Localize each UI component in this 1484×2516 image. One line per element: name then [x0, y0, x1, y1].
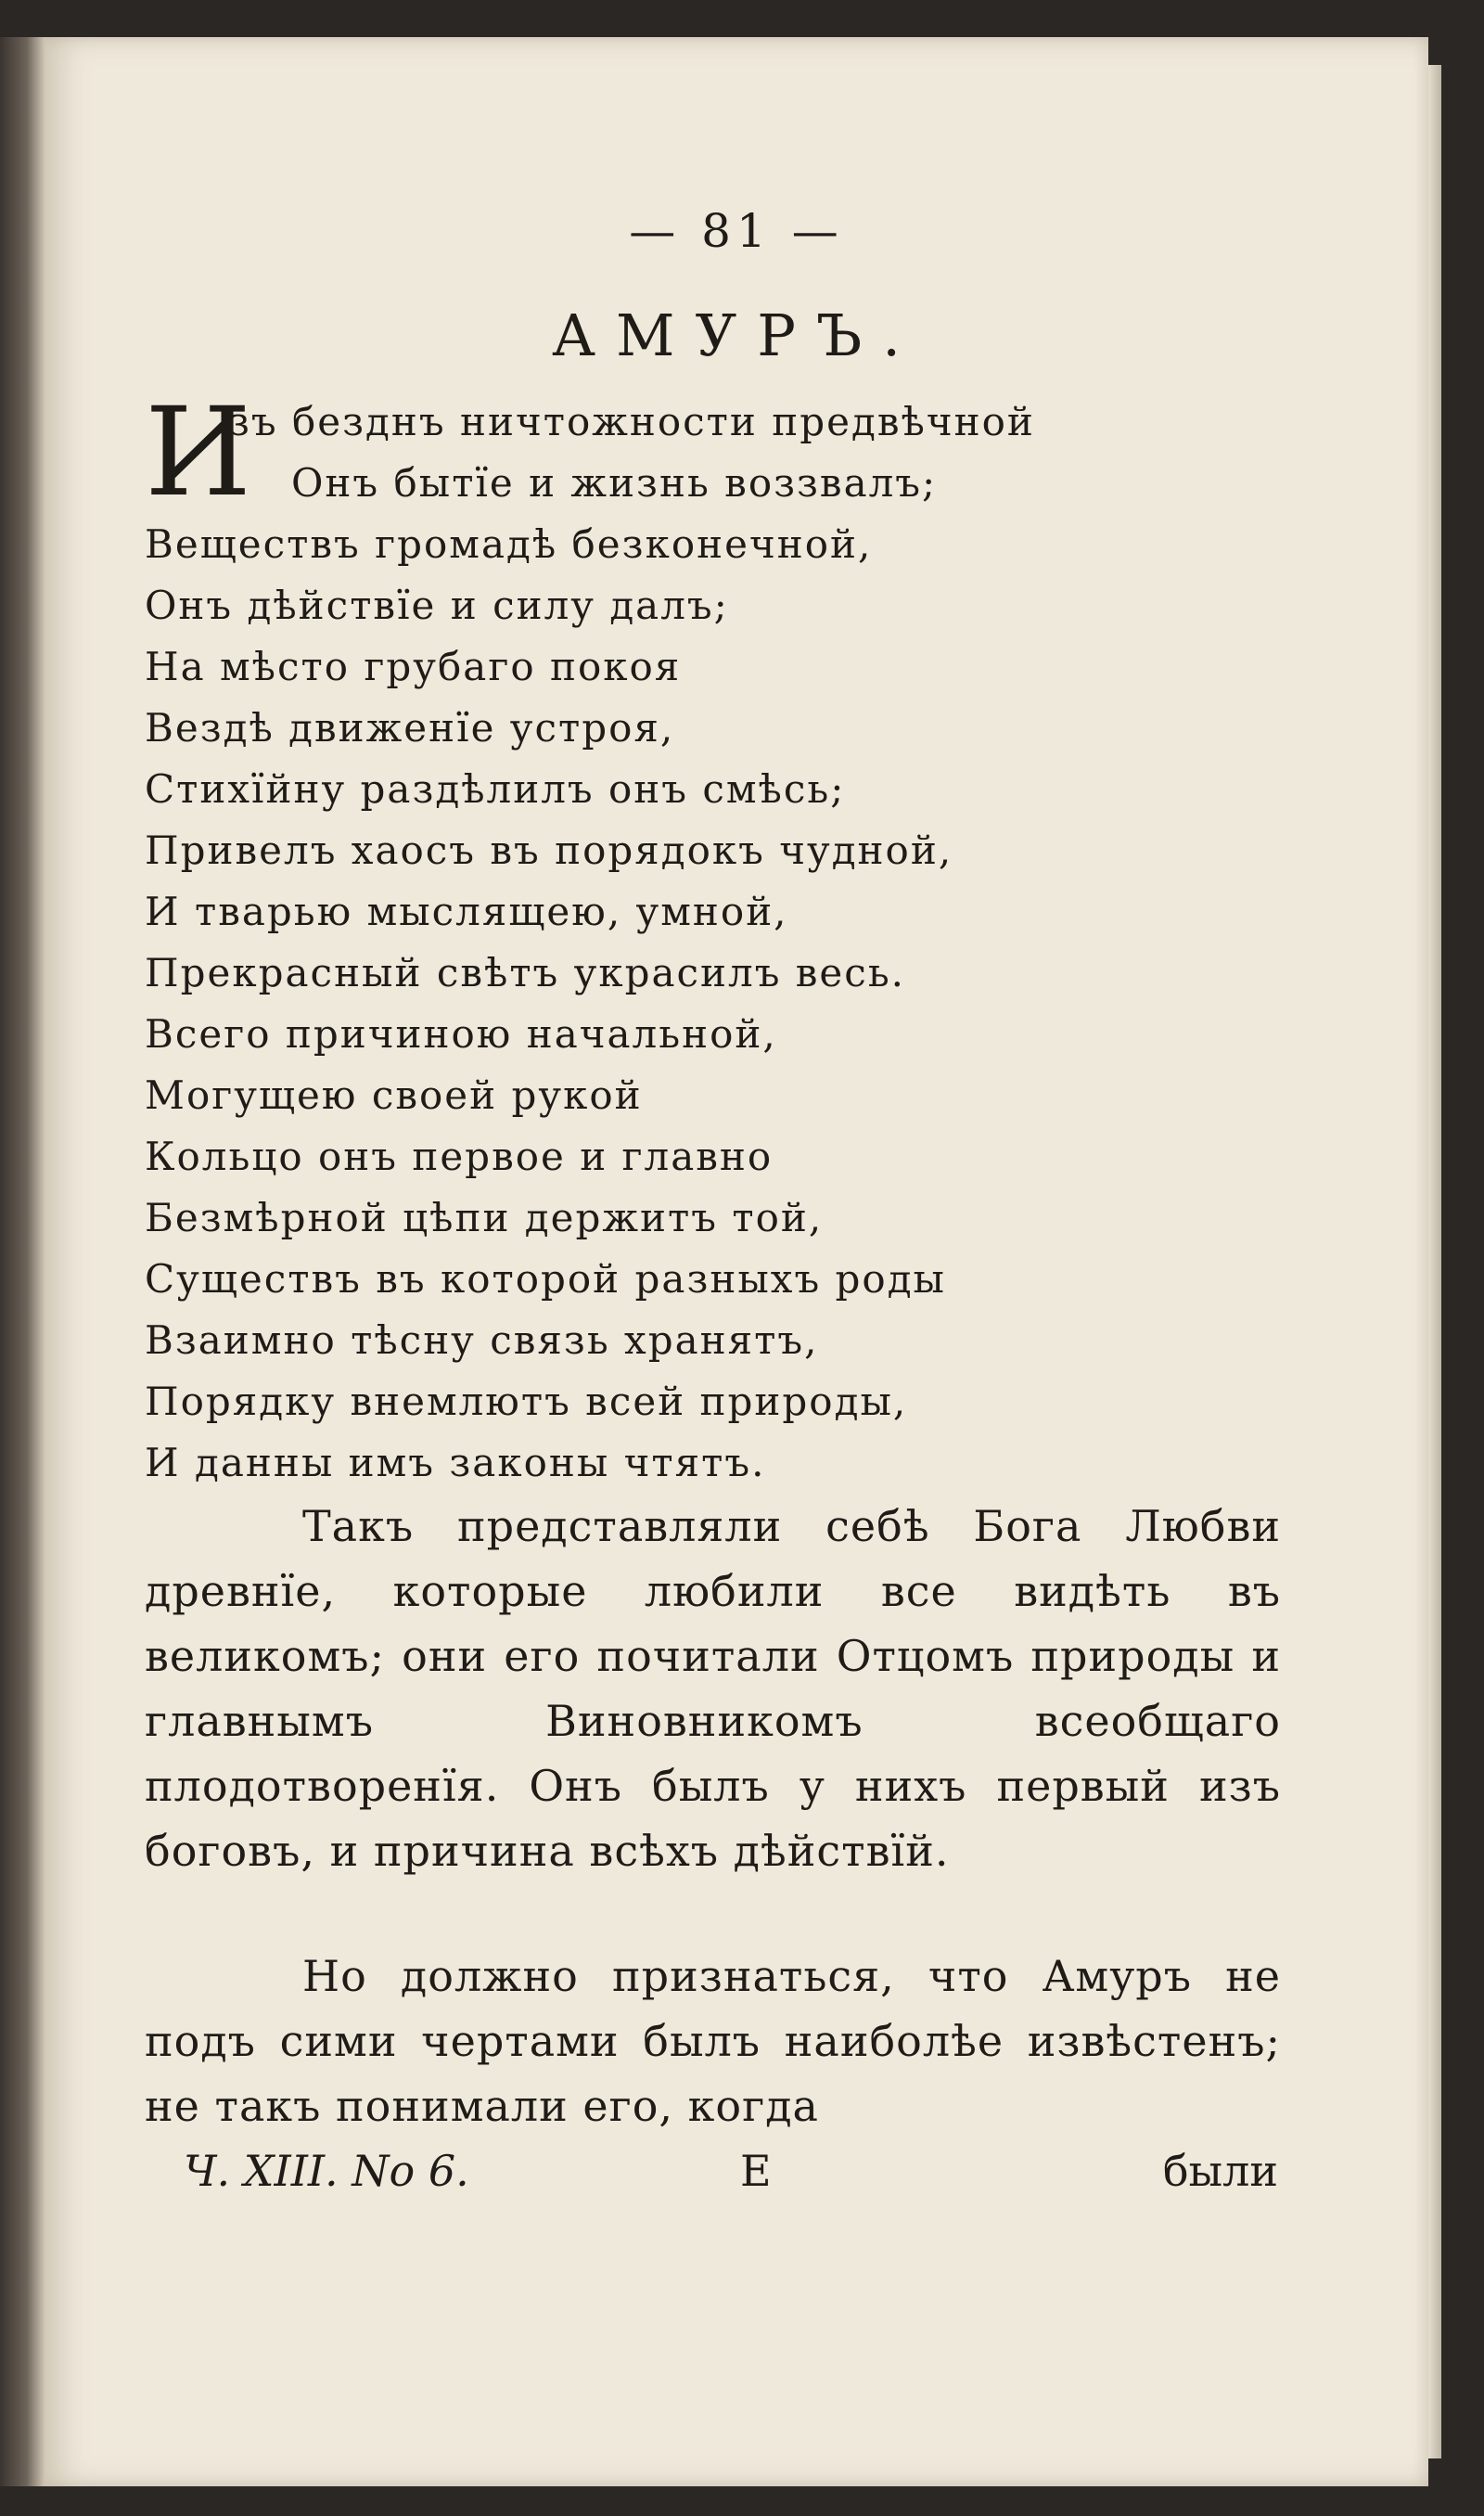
page-footer — [184, 2138, 1278, 2203]
poem-line: Безмѣрной цѣпи держитъ той, — [145, 1195, 824, 1240]
poem-line: Онъ бытїе и жизнь воззвалъ; — [291, 460, 938, 506]
volume-signature: Ч. XIII. No 6. — [184, 2146, 469, 2196]
prose-paragraph: Такъ представляли себѣ Бога Любви древнїе, которые любили все видѣть въ великомъ; они его почитали Отцомъ природы и главнымъ Виновникомъ всеобщаго плодотворенїя. Онъ былъ у нихъ первый изъ боговъ, и причина всѣхъ дѣйствїй. — [145, 1501, 1281, 1876]
drop-cap: И — [145, 381, 252, 524]
poem-line: На мѣсто грубаго покоя — [145, 644, 682, 689]
poem-line: Онъ дѣйствїе и силу далъ; — [145, 583, 729, 628]
poem — [145, 381, 1313, 1494]
poem-line: Могущею своей рукой — [145, 1072, 643, 1118]
poem-line: Всего причиною начальной, — [145, 1011, 777, 1057]
poem-line: Привелъ хаосъ въ порядокъ чудной, — [145, 828, 953, 873]
poem-line: И тварью мыслящею, умной, — [145, 889, 788, 934]
page-title: АМУРЪ. — [552, 302, 921, 369]
poem-line: Кольцо онъ первое и главно — [145, 1134, 774, 1179]
poem-line: Взаимно тѣсну связь хранятъ, — [145, 1317, 819, 1363]
poem-line: зъ безднъ ничтожности предвѣчной — [228, 399, 1035, 444]
poem-line: Существъ въ которой разныхъ роды — [145, 1256, 946, 1302]
poem-line: И данны имъ законы чтятъ. — [145, 1440, 766, 1485]
poem-line: Веществъ громадѣ безконечной, — [145, 521, 873, 567]
poem-line: Порядку внемлютъ всей природы, — [145, 1379, 908, 1424]
page-number: — 81 — — [629, 204, 844, 258]
poem-line: Прекрасный свѣтъ украсилъ весь. — [145, 950, 906, 995]
poem-line: Вездѣ движенїе устроя, — [145, 705, 675, 751]
page-edge — [1428, 65, 1441, 2458]
book-page — [45, 37, 1428, 2486]
signature-mark: E — [740, 2146, 772, 2196]
prose-paragraph: Но должно признаться, что Амуръ не подъ сими чертами былъ наиболѣе извѣстенъ; не такъ понимали его, когда — [145, 1951, 1281, 2131]
catchword: были — [1162, 2146, 1278, 2196]
poem-line: Стихїйну раздѣлилъ онъ смѣсь; — [145, 766, 846, 812]
book-gutter — [0, 37, 45, 2486]
